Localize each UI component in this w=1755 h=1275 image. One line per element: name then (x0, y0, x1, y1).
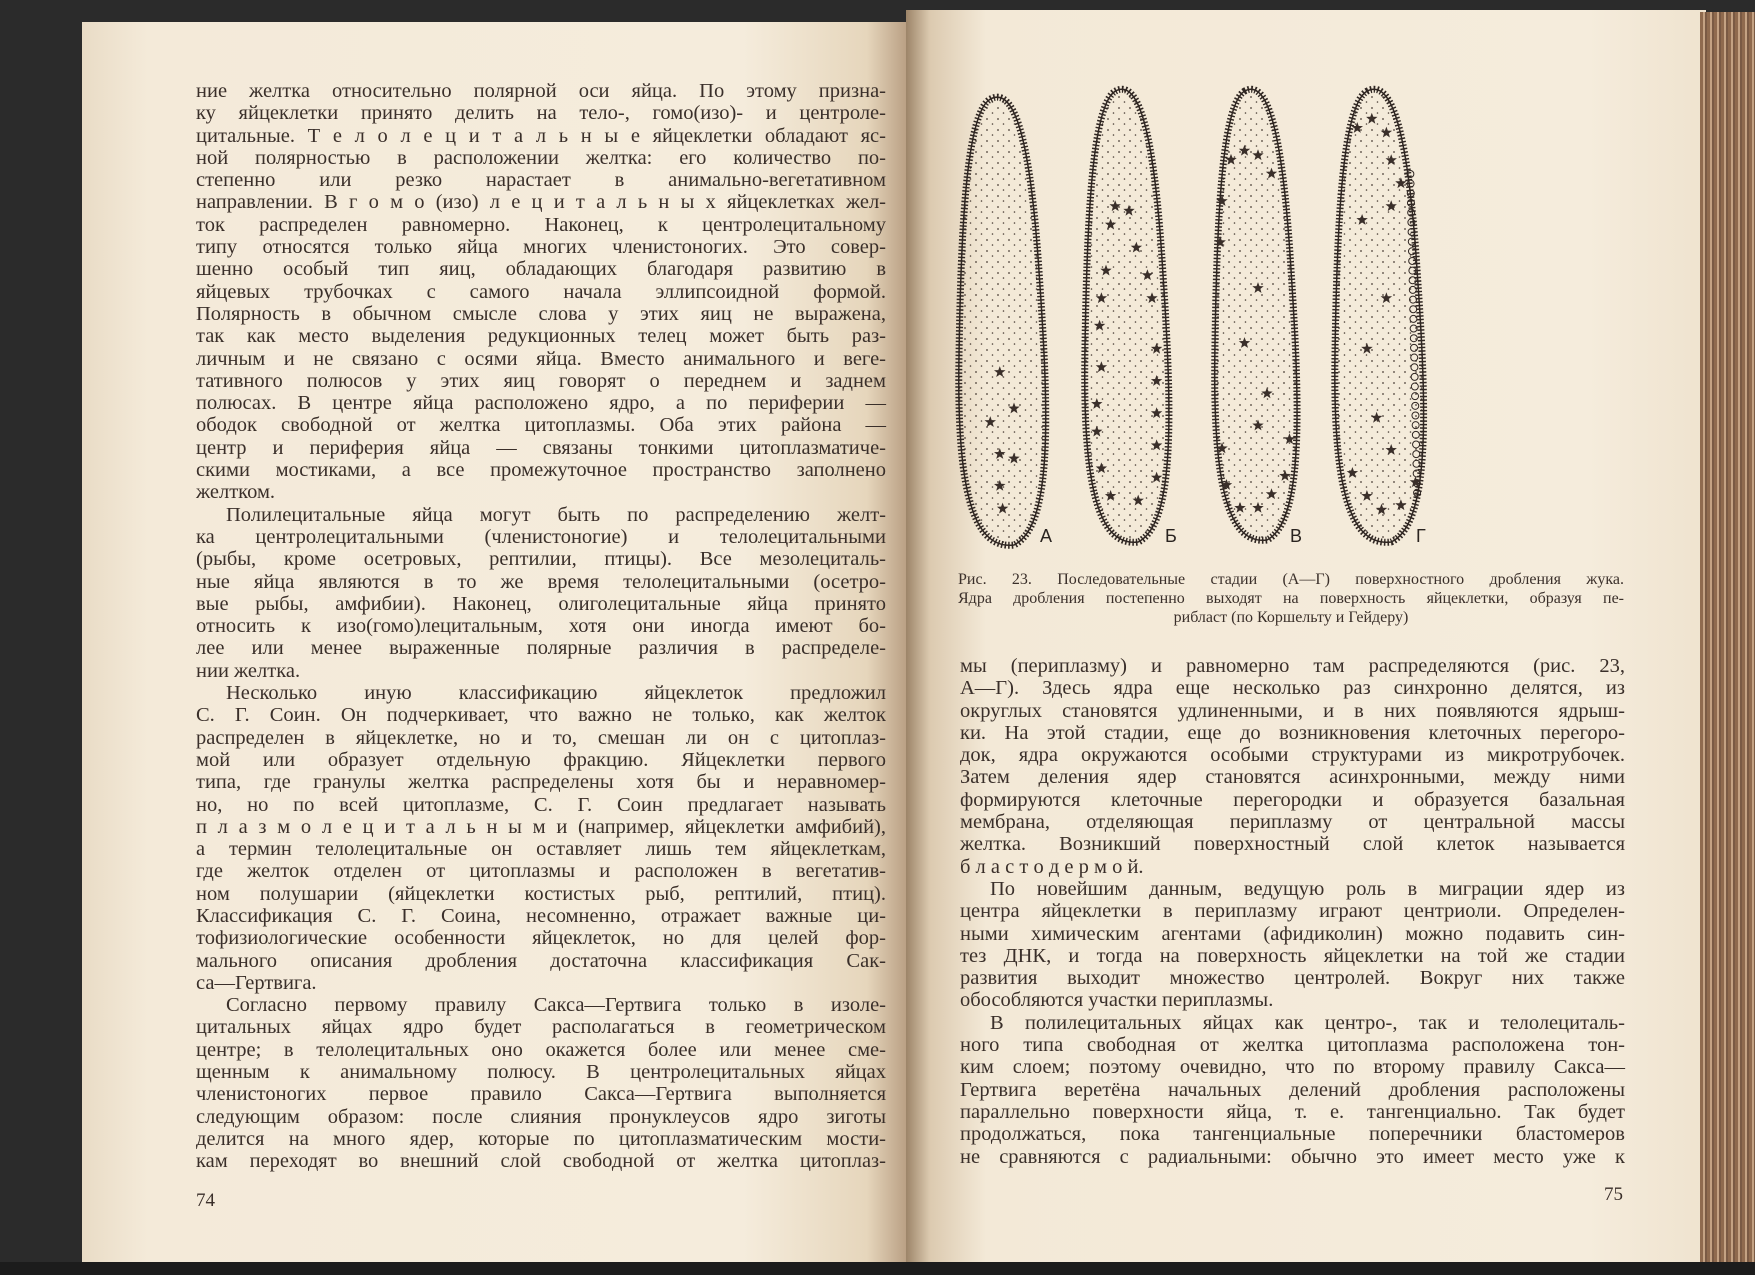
caption-line: Ядра дробления постепенно выходят на поверхность яйцеклетки, образуя пе- (958, 590, 1624, 607)
text-line: ном полушарии (яйцеклетки костистых рыб, рептилий, птиц). (196, 882, 886, 905)
text-line: тативного полюсов у этих яиц говорят о переднем и заднем (196, 369, 886, 392)
text-line: но, но по всей цитоплазме, С. Г. Соин предлагает называть (196, 793, 886, 816)
figure-beetle-cleavage-stages (940, 60, 1640, 560)
text-line: ные яйца являются в то же время телолецитальными (осетро- (196, 570, 886, 593)
text-line: ной полярностью в расположении желтка: его количество по- (196, 146, 886, 169)
text-line: ными химическим агентами (афидиколин) можно подавить син- (960, 922, 1625, 945)
text-line: степенно или резко нарастает в анимально-вегетативном (196, 169, 886, 192)
text-line: ка центролецитальными (членистоногие) и телолецитальными (196, 525, 886, 548)
text-line: б л а с т о д е р м о й. (960, 855, 1144, 878)
figure-caption (958, 570, 1624, 627)
text-line: параллельно поверхности яйца, т. е. тангенциально. Так будет (960, 1100, 1625, 1123)
text-line: обособляются участки периплазмы. (960, 989, 1274, 1012)
text-line: По новейшим данным, ведущую роль в миграции ядер из (990, 877, 1625, 900)
text-line: Затем деления ядер становятся асинхронными, между ними (960, 766, 1625, 789)
text-line: вые рыбы, амфибии). Наконец, олиголецитальные яйца принято (196, 592, 886, 615)
text-line: желтка. Возникший поверхностный слой клеток называется (960, 833, 1625, 856)
text-line: типу относятся только яйца многих членистоногих. Это совер- (196, 236, 886, 259)
scan-border (0, 1262, 1755, 1275)
text-line: А—Г). Здесь ядра еще несколько раз синхронно делятся, из (960, 677, 1625, 700)
text-line: п л а з м о л е ц и т а л ь н ы м и (например, яйцеклетки амфибий), (196, 815, 886, 838)
figure-label-g: Г (1416, 526, 1426, 546)
text-line: типа, где гранулы желтка распределены хотя бы и неравномер- (196, 771, 886, 794)
figure-label-v: В (1290, 526, 1303, 546)
text-line: шенно особый тип яиц, обладающих благодаря развитию в (196, 258, 886, 281)
text-line: так как место выделения редукционных телец может быть раз- (196, 325, 886, 348)
text-line: кам переходят во внешний слой свободной от желтка цитоплаз- (196, 1150, 886, 1173)
caption-line: рибласт (по Коршельту и Гейдеру) (1173, 609, 1409, 626)
text-line: щенным к анимальному полюсу. В центролецитальных яйцах (196, 1061, 886, 1084)
text-line: направлении. В г о м о (изо) л е ц и т а л ь н ы х яйцеклетках жел- (196, 191, 886, 214)
page-number-left: 74 (196, 1190, 215, 1211)
text-line: продолжаться, пока тангенциальные поперечники бластомеров (960, 1123, 1625, 1146)
text-line: (рыбы, кроме осетровых, рептилии, птицы). Все мезолециталь- (196, 548, 886, 571)
egg-drawing (1335, 89, 1424, 542)
text-line: Согласно первому правилу Сакса—Гертвига только в изоле- (226, 994, 886, 1017)
text-line: где желток отделен от цитоплазмы и расположен в вегетатив- (196, 860, 886, 883)
text-line: ким слоем; поэтому очевидно, что по второму правилу Сакса— (960, 1056, 1625, 1079)
text-line: личным и не связано с осями яйца. Вместо анимального и веге- (196, 347, 886, 370)
text-line: цитальные. Т е л о л е ц и т а л ь н ы е яйцеклетки обладают яс- (196, 124, 886, 147)
left-page-text (196, 80, 886, 1173)
egg-drawing (959, 97, 1046, 545)
text-line: лее или менее выраженные полярные различия в распределе- (196, 637, 886, 660)
text-line: развития выходит множество центролей. Вокруг них также (960, 967, 1625, 990)
text-line: Несколько иную классификацию яйцеклеток предложил (226, 682, 886, 705)
text-line: Гертвига веретёна начальных делений дробления расположены (960, 1078, 1625, 1101)
text-line: ку яйцеклетки принято делить на тело-, гомо(изо)- и центроле- (196, 102, 886, 125)
text-line: а термин телолецитальные он оставляет лишь тем яйцеклеткам, (196, 838, 886, 861)
text-line: цитальных яйцах ядро будет располагаться в геометрическом (196, 1016, 886, 1039)
text-line: мального описания дробления достаточна классификация Сак- (196, 949, 886, 972)
text-line: мой или образует отдельную фракцию. Яйцеклетки первого (196, 748, 886, 771)
text-line: ние желтка относительно полярной оси яйца. По этому призна- (196, 80, 886, 102)
text-line: ток распределен равномерно. Наконец, к центролецитальному (196, 213, 886, 236)
text-line: мембрана, отделяющая периплазму от центральной массы (960, 811, 1625, 834)
text-line: нии желтка. (196, 659, 301, 682)
text-line: распределен в яйцеклетке, но и то, смешан ли он с цитоплаз- (196, 726, 886, 749)
text-line: формируются клеточные перегородки и образуется базальная (960, 788, 1625, 811)
text-line: Полилецитальные яйца могут быть по распределению желт- (226, 503, 886, 526)
figure-label-a: А (1040, 526, 1053, 546)
text-line: ки. На этой стадии, еще до возникновения клеточных перегоро- (960, 721, 1625, 744)
text-line: яйцевых трубочках с самого начала эллипсоидной формой. (196, 280, 886, 303)
page-number-right: 75 (1604, 1184, 1623, 1205)
text-line: центре; в телолецитальных оно окажется более или менее сме- (196, 1038, 886, 1061)
text-line: ного типа свободная от желтка цитоплазма расположена тон- (960, 1034, 1625, 1057)
text-line: относить к изо(гомо)лецитальным, хотя они иногда имеют бо- (196, 615, 886, 638)
text-line: мы (периплазму) и равномерно там распределяются (рис. 23, (960, 655, 1625, 677)
figure-label-b: Б (1165, 526, 1177, 546)
text-line: полюсах. В центре яйца расположено ядро, а по периферии — (196, 392, 886, 415)
text-line: центр и периферия яйца — связаны тонкими цитоплазматиче- (196, 436, 886, 459)
text-line: тез ДНК, и тогда на поверхность яйцеклетки на той же стадии (960, 944, 1625, 967)
text-line: членистоногих первое правило Сакса—Гертвига выполняется (196, 1083, 886, 1106)
text-line: тофизиологические особенности яйцеклеток, но для целей фор- (196, 927, 886, 950)
text-line: делится на много ядер, которые по цитоплазматическим мости- (196, 1127, 886, 1150)
text-line: са—Гертвига. (196, 971, 317, 994)
text-line: центра яйцеклетки в периплазму играют центриоли. Определен- (960, 900, 1625, 923)
text-line: ободок свободной от желтка цитоплазмы. Оба этих района — (196, 414, 886, 437)
right-page-text (960, 655, 1625, 1168)
text-line: С. Г. Соин. Он подчеркивает, что важно не только, как желток (196, 704, 886, 727)
text-line: док, ядра окружаются особыми структурами из микротрубочек. (960, 744, 1625, 767)
text-line: Полярность в обычном смысле слова у этих яиц не выражена, (196, 302, 886, 325)
text-line: округлых становятся удлиненными, и в них появляются ядрыш- (960, 699, 1625, 722)
text-line: не сравняются с радиальными: обычно это имеет место уже к (960, 1145, 1625, 1168)
text-line: скими мостиками, а все промежуточное пространство заполнено (196, 459, 886, 482)
text-line: В полилецитальных яйцах как центро-, так и телолециталь- (990, 1011, 1625, 1034)
text-line: желтком. (196, 481, 276, 504)
text-line: следующим образом: после слияния пронуклеусов ядро зиготы (196, 1105, 886, 1128)
caption-line: Рис. 23. Последовательные стадии (А—Г) поверхностного дробления жука. (958, 571, 1624, 588)
page-edges (1700, 12, 1755, 1275)
text-line: Классификация С. Г. Соина, несомненно, отражает важные ци- (196, 904, 886, 927)
